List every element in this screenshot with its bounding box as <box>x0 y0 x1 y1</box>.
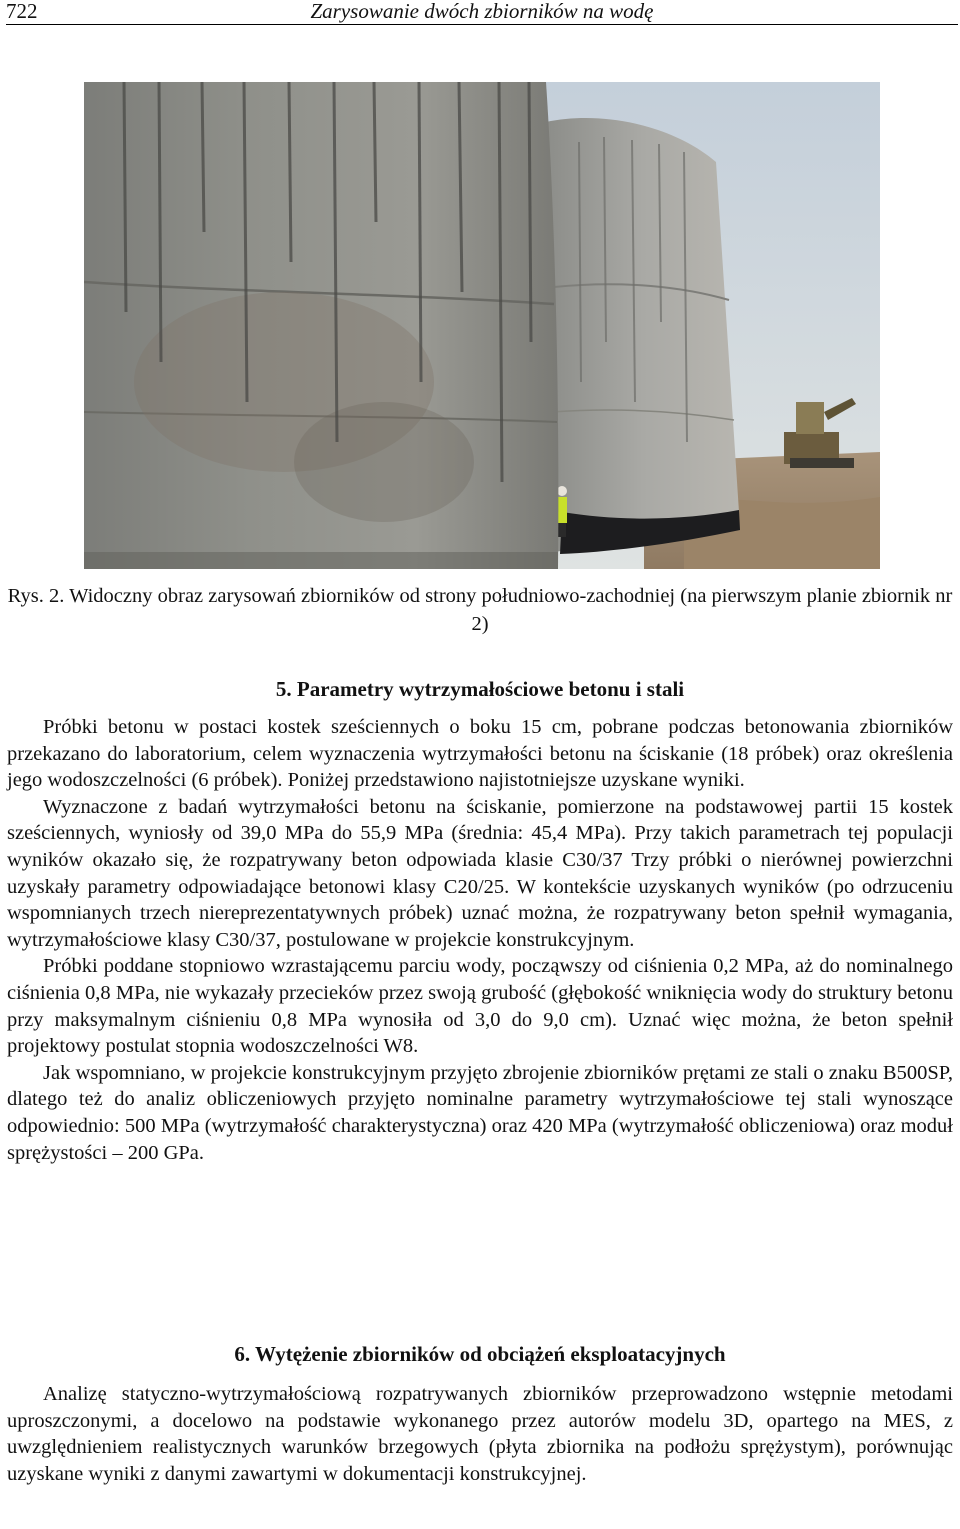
figure-caption: Rys. 2. Widoczny obraz zarysowań zbiorników od strony południowo-zachodniej (na pierwszym planie zbiornik nr 2) <box>7 585 953 635</box>
section-5-body <box>7 714 953 1166</box>
paragraph: Jak wspomniano, w projekcie konstrukcyjnym przyjęto zbrojenie zbiorników prętami ze stali o znaku B500SP, dlatego też do analiz obliczeniowych przyjęto nominalne parametry wytrzymałościowe tej stali wynoszące odpowiednio: 500 MPa (wytrzymałość charakterystyczna) oraz 420 MPa (wytrzymałość obliczeniowa) oraz moduł sprężystości – 200 GPa. <box>7 1061 953 1164</box>
figure-photo-water-tanks <box>84 82 880 569</box>
paragraph: Wyznaczone z badań wytrzymałości betonu na ściskanie, pomierzone na podstawowej partii 15 kostek sześciennych, wyniosły od 39,0 MPa do 55,9 MPa (średnia: 45,4 MPa). Przy takich parametrach tej populacji wyników okazało się, że rozpatrywany beton odpowiada klasie C30/37 Trzy próbki o nierównej powierzchni uzyskały parametry odpowiadające betonowi klasy C20/25. W kontekście uzyskanych wyników (po odrzuceniu wspomnianych trzech niereprezentatywnych próbek) uznać można, że rozpatrywany beton spełnił wymagania, wytrzymałościowe klasy C30/37, postulowane w projekcie konstrukcyjnym. <box>7 795 953 951</box>
worker <box>557 486 567 537</box>
section-5-heading: 5. Parametry wytrzymałościowe betonu i stali <box>275 677 685 701</box>
section-6-body <box>7 1381 953 1487</box>
tanks-photo-illustration <box>84 82 880 569</box>
tank-2-rear <box>546 118 740 554</box>
tank-1-front <box>84 82 558 569</box>
running-title: Zarysowanie dwóch zbiorników na wodę <box>310 0 654 23</box>
section-6-heading: 6. Wytężenie zbiorników od obciążeń eksploatacyjnych <box>234 1342 726 1366</box>
page-number: 722 <box>6 0 38 23</box>
paragraph: Próbki poddane stopniowo wzrastającemu parciu wody, począwszy od ciśnienia 0,2 MPa, aż do nominalnego ciśnienia 0,8 MPa, nie wykazały przecieków przez swoją grubość (głębokość wniknięcia wody do struktury betonu przy maksymalnym ciśnieniu 0,8 MPa wynosiła od 3,0 do 9,0 cm). Uznać więc można, że beton spełnił projektowy postulat stopnia wodoszczelności W8. <box>7 955 953 1058</box>
paragraph: Analizę statyczno-wytrzymałościową rozpatrywanych zbiorników przeprowadzono wstępnie metodami uproszczonymi, a docelowo na podstawie wykonanego przez autorów modelu 3D, opartego na MES, z uwzględnieniem realistycznych warunków brzegowych (płyta zbiornika na podłożu sprężystym), porównując uzyskane wyniki z danymi zawartymi w dokumentacji konstrukcyjnej. <box>7 1383 953 1485</box>
running-header <box>6 0 958 25</box>
paragraph: Próbki betonu w postaci kostek sześciennych o boku 15 cm, pobrane podczas betonowania zbiorników przekazano do laboratorium, celem wyznaczenia wytrzymałości betonu na ściskanie (18 próbek) oraz określenia jego wodoszczelności (6 próbek). Poniżej przedstawiono najistotniejsze uzyskane wyniki. <box>7 716 953 792</box>
